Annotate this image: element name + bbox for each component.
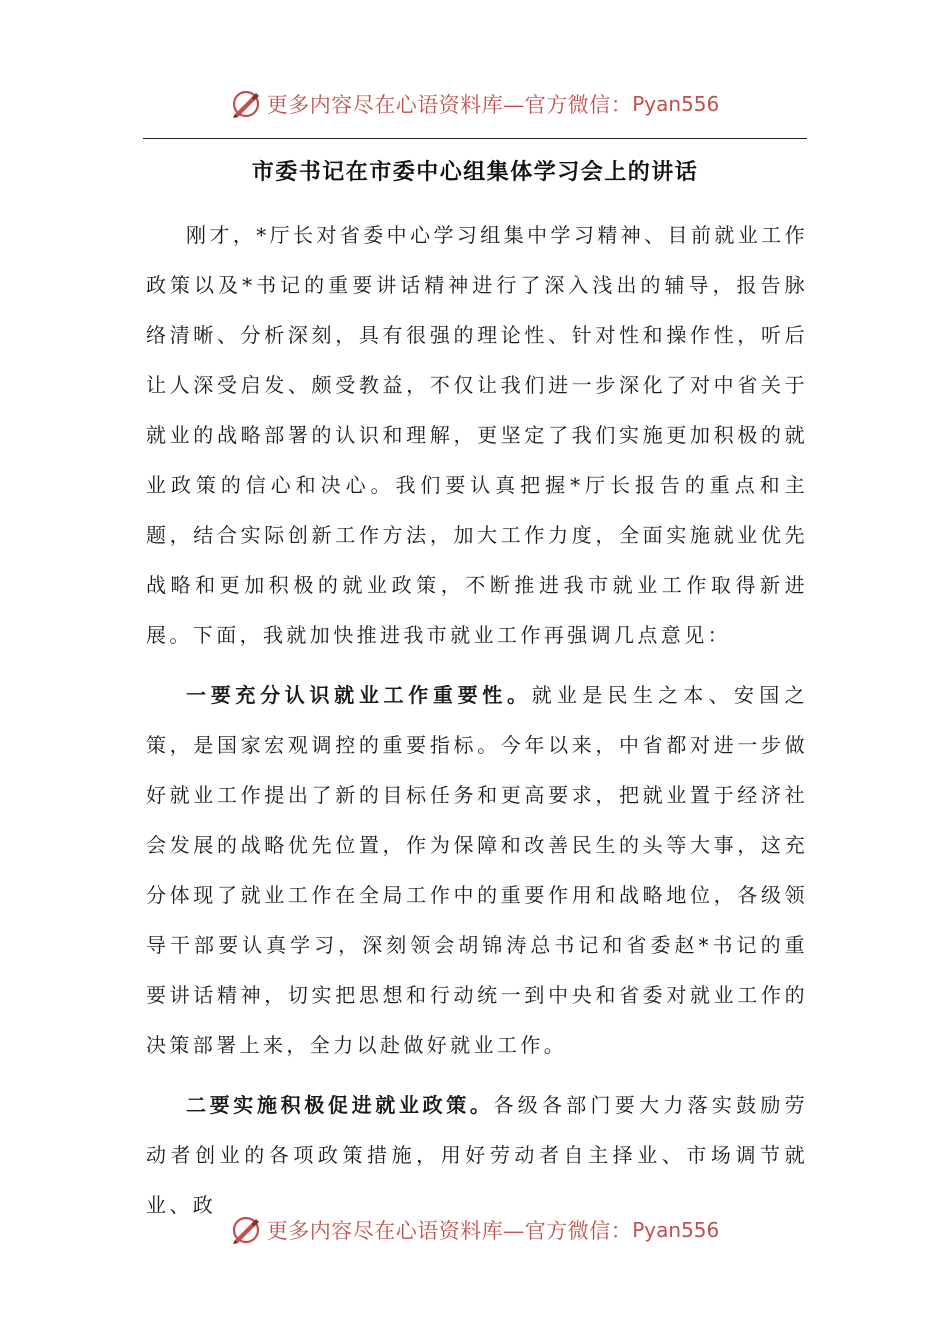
pen-logo-icon	[231, 1215, 261, 1245]
document-body	[146, 210, 808, 1230]
header-banner	[0, 84, 950, 124]
banner-wechat-id: Pyan556	[632, 1218, 720, 1242]
paragraph-text: 就业是民生之本、安国之策，是国家宏观调控的重要指标。今年以来，中省都对进一步做好就业工作提出了新的目标任务和更高要求，把就业置于经济社会发展的战略优先位置，作为保障和改善民生的头等大事，这充分体现了就业工作在全局工作中的重要作用和战略地位，各级领导干部要认真学习，深刻领会胡锦涛总书记和省委赵*书记的重要讲话精神，切实把思想和行动统一到中央和省委对就业工作的决策部署上来，全力以赴做好就业工作。	[146, 683, 809, 1057]
pen-logo-icon	[231, 89, 261, 119]
paragraph-lead: 二要实施积极促进就业政策。	[186, 1093, 494, 1117]
paragraph-lead: 一要充分认识就业工作重要性。	[186, 683, 532, 707]
banner-text: 更多内容尽在心语资料库—官方微信：	[266, 1219, 633, 1243]
paragraph-point-1	[146, 670, 808, 1070]
banner-wechat-id: Pyan556	[632, 92, 720, 116]
header-divider	[143, 138, 807, 139]
document-title: 市委书记在市委中心组集体学习会上的讲话	[251, 160, 699, 185]
footer-banner	[0, 1210, 950, 1250]
paragraph-point-2	[146, 1080, 808, 1230]
paragraph-text: 刚才，*厅长对省委中心学习组集中学习精神、目前就业工作政策以及*书记的重要讲话精神进行了深入浅出的辅导，报告脉络清晰、分析深刻，具有很强的理论性、针对性和操作性，听后让人深受启发、颇受教益，不仅让我们进一步深化了对中省关于就业的战略部署的认识和理解，更坚定了我们实施更加积极的就业政策的信心和决心。我们要认真把握*厅长报告的重点和主题，结合实际创新工作方法，加大工作力度，全面实施就业优先战略和更加积极的就业政策，不断推进我市就业工作取得新进展。下面，我就加快推进我市就业工作再强调几点意见：	[146, 223, 808, 647]
paragraph-intro	[146, 210, 808, 660]
paragraph-text: 各级各部门要大力落实鼓励劳动者创业的各项政策措施，用好劳动者自主择业、市场调节就业、政	[146, 1093, 808, 1217]
banner-text: 更多内容尽在心语资料库—官方微信：	[266, 93, 633, 117]
